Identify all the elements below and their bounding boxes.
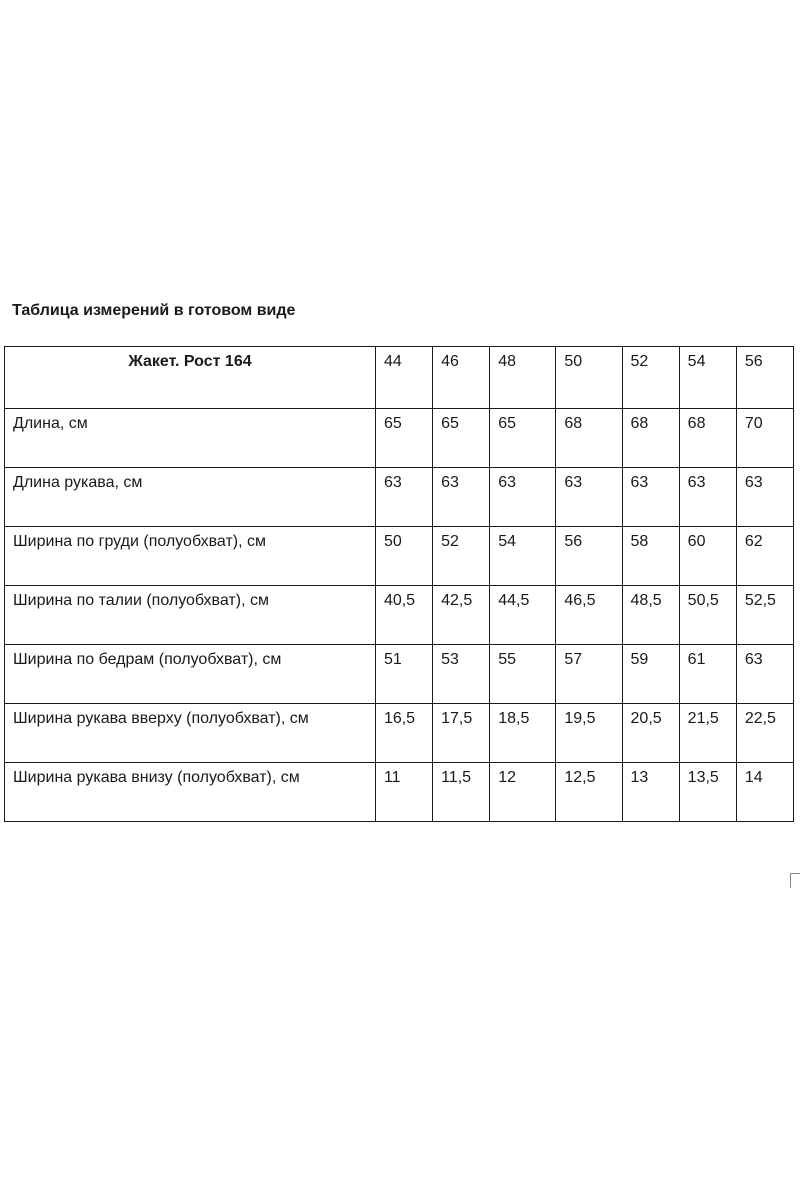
table-cell: 12 — [490, 763, 556, 822]
table-cell: 63 — [433, 468, 490, 527]
table-cell: 63 — [736, 468, 793, 527]
row-label: Ширина по бедрам (полуобхват), см — [5, 645, 376, 704]
table-cell: 13 — [622, 763, 679, 822]
table-cell: 50 — [375, 527, 432, 586]
table-cell: 22,5 — [736, 704, 793, 763]
table-cell: 56 — [556, 527, 622, 586]
table-cell: 55 — [490, 645, 556, 704]
measurement-table — [4, 346, 794, 822]
row-label: Ширина по талии (полуобхват), см — [5, 586, 376, 645]
table-row — [5, 409, 794, 468]
table-cell: 65 — [375, 409, 432, 468]
page-title: Таблица измерений в готовом виде — [12, 302, 296, 319]
size-header-cell: 52 — [622, 347, 679, 409]
table-cell: 12,5 — [556, 763, 622, 822]
table-cell: 48,5 — [622, 586, 679, 645]
table-cell: 58 — [622, 527, 679, 586]
table-cell: 19,5 — [556, 704, 622, 763]
table-cell: 16,5 — [375, 704, 432, 763]
table-row — [5, 763, 794, 822]
row-label: Длина, см — [5, 409, 376, 468]
table-cell: 63 — [679, 468, 736, 527]
size-header-cell: 54 — [679, 347, 736, 409]
table-cell: 70 — [736, 409, 793, 468]
table-cell: 68 — [556, 409, 622, 468]
table-cell: 60 — [679, 527, 736, 586]
table-row — [5, 468, 794, 527]
table-cell: 68 — [679, 409, 736, 468]
row-label: Ширина рукава внизу (полуобхват), см — [5, 763, 376, 822]
table-cell: 44,5 — [490, 586, 556, 645]
row-label: Длина рукава, см — [5, 468, 376, 527]
table-cell: 61 — [679, 645, 736, 704]
table-cell: 63 — [622, 468, 679, 527]
size-header-cell: 44 — [375, 347, 432, 409]
row-label: Ширина по груди (полуобхват), см — [5, 527, 376, 586]
table-cell: 21,5 — [679, 704, 736, 763]
table-cell: 18,5 — [490, 704, 556, 763]
table-cell: 54 — [490, 527, 556, 586]
table-cell: 59 — [622, 645, 679, 704]
size-header-cell: 48 — [490, 347, 556, 409]
table-header-row — [5, 347, 794, 409]
table-cell: 13,5 — [679, 763, 736, 822]
table-cell: 65 — [490, 409, 556, 468]
table-row — [5, 586, 794, 645]
table-cell: 63 — [556, 468, 622, 527]
table-cell: 42,5 — [433, 586, 490, 645]
table-cell: 62 — [736, 527, 793, 586]
table-cell: 51 — [375, 645, 432, 704]
table-row — [5, 645, 794, 704]
page-corner-mark — [790, 873, 800, 888]
table-cell: 50,5 — [679, 586, 736, 645]
table-cell: 14 — [736, 763, 793, 822]
table-cell: 63 — [736, 645, 793, 704]
table-cell: 46,5 — [556, 586, 622, 645]
size-header-cell: 50 — [556, 347, 622, 409]
table-header-label: Жакет. Рост 164 — [5, 347, 376, 409]
table-row — [5, 527, 794, 586]
table-cell: 17,5 — [433, 704, 490, 763]
table-cell: 11 — [375, 763, 432, 822]
table-row — [5, 704, 794, 763]
table-cell: 40,5 — [375, 586, 432, 645]
table-cell: 57 — [556, 645, 622, 704]
table-cell: 65 — [433, 409, 490, 468]
size-header-cell: 46 — [433, 347, 490, 409]
table-cell: 52,5 — [736, 586, 793, 645]
table-cell: 68 — [622, 409, 679, 468]
table-cell: 63 — [375, 468, 432, 527]
table-cell: 20,5 — [622, 704, 679, 763]
table-cell: 11,5 — [433, 763, 490, 822]
row-label: Ширина рукава вверху (полуобхват), см — [5, 704, 376, 763]
table-cell: 52 — [433, 527, 490, 586]
size-header-cell: 56 — [736, 347, 793, 409]
table-cell: 63 — [490, 468, 556, 527]
table-cell: 53 — [433, 645, 490, 704]
